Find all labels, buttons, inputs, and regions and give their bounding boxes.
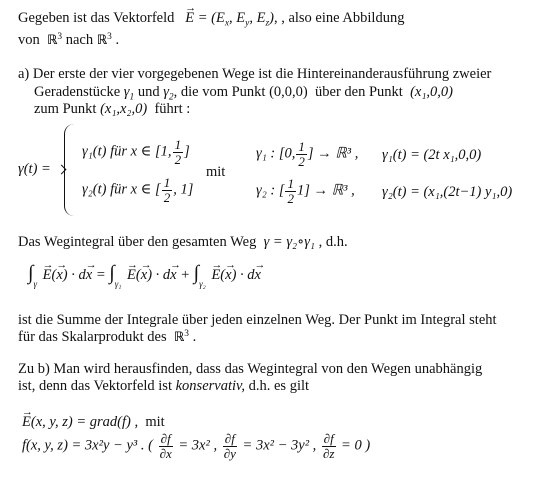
r-symbol: ℝ (173, 330, 185, 346)
intro-von: von (18, 32, 40, 49)
text: , die vom Punkt (173, 84, 266, 100)
map-1 (256, 140, 358, 168)
text: mit (145, 414, 165, 430)
integral-line-2a: ist die Summe der Integrale über jeden einzelnen Weg. Der Punkt im Integral steht (18, 312, 497, 328)
text: ] → ℝ³ , (307, 145, 359, 162)
den: 2 (287, 190, 294, 206)
text: 1] → ℝ³ , (296, 182, 355, 199)
vector-field-formula: → $E = (E_x$, $E_y$, $E_z$) (185, 10, 274, 26)
text: f(x, y, z) = 3x²y − y³ . ( (22, 437, 153, 454)
num: ∂f (323, 431, 334, 446)
text: und (137, 84, 160, 100)
point-mid: (x₁,0,0) (410, 84, 453, 100)
point-end: (x₁,x₂,0) (100, 101, 148, 117)
f-definition (22, 432, 370, 460)
part-a-line-1: a) Der erste der vier vorgegebenen Wege ist die Hintereinanderausführung zweier (18, 66, 492, 82)
fraction (296, 140, 307, 168)
power: 3 (107, 32, 112, 42)
den: ∂x (159, 445, 172, 461)
point-origin: (0,0,0) (269, 84, 308, 100)
part-a-line-3 (34, 101, 190, 118)
konservativ: konservativ, (175, 378, 245, 394)
num: 1 (298, 139, 305, 154)
num: ∂f (224, 431, 235, 446)
text: über den Punkt (315, 84, 403, 100)
den: 2 (163, 189, 171, 205)
num: 1 (163, 175, 171, 190)
num: 1 (174, 137, 182, 152)
text: ist, denn das Vektorfeld ist (18, 378, 172, 394)
text: Geradenstücke (34, 84, 121, 100)
text: = 3x² , (178, 437, 218, 454)
fraction (162, 176, 173, 204)
r-symbol: ℝ (96, 33, 108, 49)
mit-label: mit (206, 164, 226, 180)
text: , 1] (173, 181, 194, 198)
den: ∂z (322, 445, 335, 461)
fraction (285, 177, 296, 205)
text: γ₂(t) für x ∈ [ (82, 181, 161, 198)
part-b-line-2 (18, 378, 309, 395)
num: ∂f (160, 431, 171, 446)
case-2 (82, 176, 193, 204)
integral-line-1 (18, 234, 348, 251)
case-1: γ₁(t) für x ∈ [1, $\frac{1}{2}$ ] (82, 137, 190, 167)
part-b-line-1: Zu b) Man wird herausfinden, dass das Wegintegral von den Wegen unabhängig (18, 361, 483, 377)
text: führt : (154, 101, 191, 117)
text: = 3x² − 3y² , (242, 437, 317, 454)
grad-equation: → E(x, y, z) = grad(f) , mit (22, 414, 165, 431)
den: ∂y (223, 445, 236, 461)
part-a-line-2: Geradenstücke $\gamma_1$ und $\gamma_2$, die vom Punkt (0,0,0) über den Punkt (x₁,0,0) (34, 84, 453, 103)
den: 2 (174, 151, 182, 167)
integral-line-2b: für das Skalarprodukt des ℝ$^3$ . (18, 329, 197, 346)
text: , d.h. (318, 234, 348, 250)
text: (x, y, z) = grad(f) , (30, 414, 139, 430)
integral-formula: $\int_\gamma \to E(\to x) \cdot d\to x = \int_{\gamma_1} \to E(\to x) \cdot d\to x + \int_{\gamma_2} \to E(\to x) \cdot d\to x$ (28, 262, 261, 289)
num: 1 (287, 176, 294, 191)
map-2 (256, 177, 355, 205)
map-1-def: γ₁(t) = (2t x₁,0,0) (382, 147, 482, 163)
power: 3 (57, 32, 63, 42)
composition: γ = γ₂∘γ₁ (263, 234, 315, 250)
partial-x (158, 432, 174, 460)
partial-y (222, 432, 238, 460)
gamma-lhs: γ(t) = (18, 161, 51, 177)
r-symbol: ℝ (47, 33, 58, 49)
case-brace (64, 124, 75, 216)
text: für das Skalarprodukt des (18, 329, 167, 346)
text: γ₁ : [0, (256, 145, 296, 162)
text: γ₂ : [ (256, 182, 285, 199)
intro-nach: nach (65, 32, 94, 49)
text: d.h. es gilt (248, 378, 310, 394)
text: zum Punkt (34, 101, 97, 117)
intro-text: Gegeben ist das Vektorfeld (18, 10, 175, 26)
partial-z (321, 432, 336, 460)
text: γ₁(t) für x ∈ [1, (82, 143, 172, 160)
map-2-def: γ₂(t) = (x₁,(2t−1) y₁,0) (382, 184, 513, 200)
text: Das Wegintegral über den gesamten Weg (18, 234, 257, 250)
fraction (173, 138, 184, 166)
intro-line-1: Gegeben ist das Vektorfeld → $E = (E_x$, $E_y$, $E_z$), , also eine Abbildung (18, 10, 404, 29)
intro-tail: , also eine Abbildung (281, 10, 405, 26)
power: 3 (184, 329, 189, 339)
den: 2 (298, 153, 305, 169)
text: = 0 ) (341, 437, 371, 454)
intro-line-2: von ℝ$^3$ nach ℝ$^3$ . (18, 32, 120, 49)
